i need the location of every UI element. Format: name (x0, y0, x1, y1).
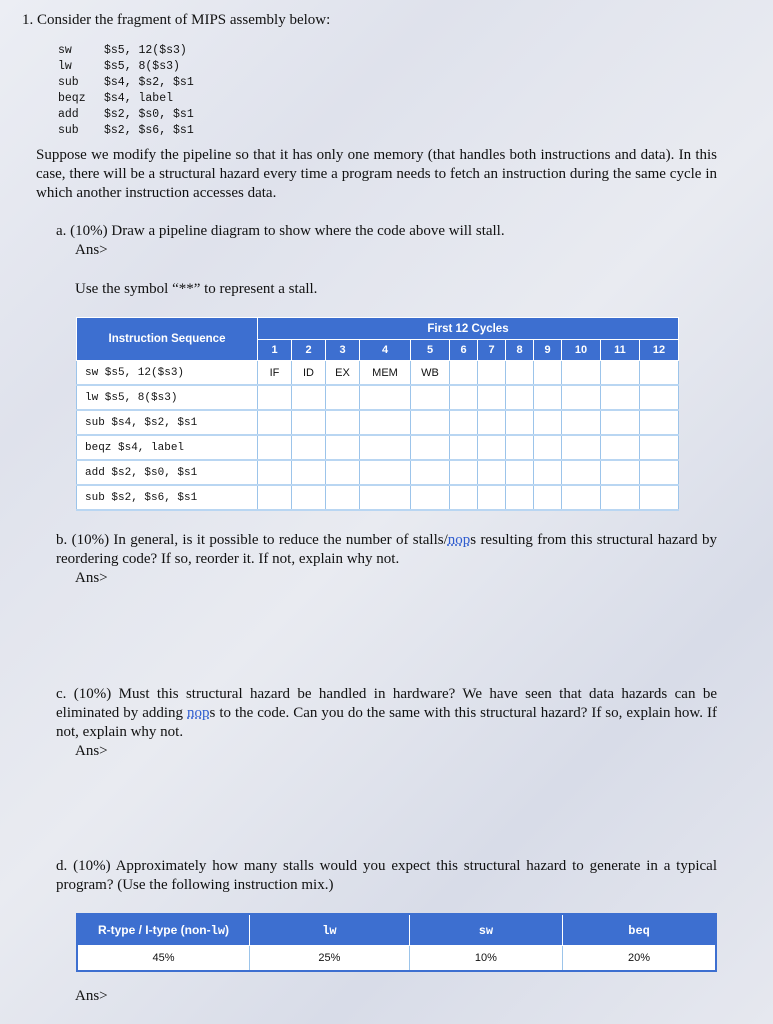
stage-cell[interactable] (360, 435, 411, 460)
instr-cell: sw $s5, 12($s3) (77, 361, 258, 386)
stage-cell[interactable] (601, 361, 640, 386)
cycle-header: 9 (534, 340, 562, 361)
stage-cell[interactable]: EX (326, 361, 360, 386)
stage-cell[interactable] (534, 385, 562, 410)
part-b-prompt: b. (10%) In general, is it possible to reduce the number of stalls/nops resulting from this structural hazard by reordering code? If so, reorder it. If not, explain why not. (56, 532, 717, 567)
stage-cell[interactable] (506, 460, 534, 485)
nop-link[interactable]: nop (447, 532, 471, 548)
mix-header: beq (563, 914, 716, 946)
stage-cell[interactable] (640, 485, 679, 510)
part-d-prompt: d. (10%) Approximately how many stalls would you expect this structural hazard to generate in a typical program? (Use the following instruction mix.) (56, 858, 717, 893)
part-a-note: Use the symbol “**” to represent a stall. (75, 281, 318, 297)
instr-cell: lw $s5, 8($s3) (77, 385, 258, 410)
stage-cell[interactable] (360, 485, 411, 510)
stage-cell[interactable] (326, 460, 360, 485)
code-line: sw $s5, 12($s3) (58, 44, 187, 57)
mix-value: 10% (409, 946, 562, 972)
stage-cell[interactable] (478, 460, 506, 485)
stage-cell[interactable] (478, 435, 506, 460)
stage-cell[interactable] (450, 361, 478, 386)
cycles-header: First 12 Cycles (258, 318, 679, 340)
stage-cell[interactable] (506, 410, 534, 435)
stage-cell[interactable] (640, 385, 679, 410)
stage-cell[interactable] (411, 435, 450, 460)
stage-cell[interactable] (360, 385, 411, 410)
mix-header: R-type / I-type (non-lw) (77, 914, 250, 946)
stage-cell[interactable] (640, 361, 679, 386)
table-row (77, 385, 679, 410)
stage-cell[interactable] (258, 460, 292, 485)
stage-cell[interactable] (258, 485, 292, 510)
table-row (77, 485, 679, 510)
code-line: beqz $s4, label (58, 92, 174, 105)
mix-header: sw (409, 914, 562, 946)
mix-value: 25% (250, 946, 410, 972)
stage-cell[interactable] (601, 385, 640, 410)
instr-seq-header: Instruction Sequence (77, 318, 258, 361)
stage-cell[interactable] (562, 485, 601, 510)
stage-cell[interactable] (562, 460, 601, 485)
cycle-header: 7 (478, 340, 506, 361)
question-title: 1. Consider the fragment of MIPS assembly below: (22, 12, 331, 28)
cycle-header: 11 (601, 340, 640, 361)
cycle-header: 3 (326, 340, 360, 361)
stage-cell[interactable] (326, 435, 360, 460)
pipeline-table (76, 317, 679, 511)
stage-cell[interactable]: ID (292, 361, 326, 386)
stage-cell[interactable] (411, 460, 450, 485)
intro-paragraph: Suppose we modify the pipeline so that it has only one memory (that handles both instructions and data). In this case, there will be a structural hazard every time a program needs to fetch an instruction during the same cycle in which another instruction accesses data. (36, 147, 717, 201)
stage-cell[interactable] (292, 385, 326, 410)
stage-cell[interactable] (292, 485, 326, 510)
stage-cell[interactable] (326, 485, 360, 510)
stage-cell[interactable] (506, 485, 534, 510)
stage-cell[interactable] (450, 460, 478, 485)
stage-cell[interactable]: IF (258, 361, 292, 386)
cycle-header: 5 (411, 340, 450, 361)
stage-cell[interactable] (601, 460, 640, 485)
stage-cell[interactable] (640, 460, 679, 485)
stage-cell[interactable] (450, 485, 478, 510)
stage-cell[interactable] (411, 410, 450, 435)
mix-header: lw (250, 914, 410, 946)
stage-cell[interactable] (258, 435, 292, 460)
cycle-header: 1 (258, 340, 292, 361)
nop-link[interactable]: nop (187, 705, 210, 721)
stage-cell[interactable] (640, 410, 679, 435)
stage-cell[interactable] (478, 485, 506, 510)
stage-cell[interactable] (360, 410, 411, 435)
stage-cell[interactable] (360, 460, 411, 485)
stage-cell[interactable]: MEM (360, 361, 411, 386)
stage-cell[interactable] (534, 485, 562, 510)
cycle-header: 12 (640, 340, 679, 361)
cycle-header: 6 (450, 340, 478, 361)
stage-cell[interactable] (506, 385, 534, 410)
cycle-header: 8 (506, 340, 534, 361)
stage-cell[interactable] (478, 410, 506, 435)
stage-cell[interactable] (292, 460, 326, 485)
stage-cell[interactable] (506, 361, 534, 386)
table-row (77, 410, 679, 435)
instr-cell: add $s2, $s0, $s1 (77, 460, 258, 485)
cycle-header: 2 (292, 340, 326, 361)
table-row (77, 946, 716, 972)
stage-cell[interactable] (478, 361, 506, 386)
stage-cell[interactable] (292, 410, 326, 435)
stage-cell[interactable] (601, 485, 640, 510)
instruction-mix-table (76, 913, 717, 972)
code-line: sub $s4, $s2, $s1 (58, 76, 194, 89)
stage-cell[interactable]: WB (411, 361, 450, 386)
instr-cell: beqz $s4, label (77, 435, 258, 460)
instr-cell: sub $s4, $s2, $s1 (77, 410, 258, 435)
part-c-prompt: c. (10%) Must this structural hazard be handled in hardware? We have seen that data hazards can be eliminated by adding nops to the code. Can you do the same with this structural hazard? If so, explain how. If not, explain why not. (56, 686, 717, 740)
stage-cell[interactable] (450, 385, 478, 410)
part-a-prompt: a. (10%) Draw a pipeline diagram to show where the code above will stall. (56, 223, 505, 239)
code-line: lw $s5, 8($s3) (58, 60, 180, 73)
stage-cell[interactable] (534, 410, 562, 435)
stage-cell[interactable] (534, 361, 562, 386)
mix-value: 20% (563, 946, 716, 972)
part-b-answer-label: Ans> (75, 570, 108, 586)
stage-cell[interactable] (562, 385, 601, 410)
stage-cell[interactable] (292, 435, 326, 460)
cycle-header: 10 (562, 340, 601, 361)
table-row (77, 435, 679, 460)
stage-cell[interactable] (534, 460, 562, 485)
part-d-answer-label: Ans> (75, 988, 108, 1004)
stage-cell[interactable] (562, 435, 601, 460)
code-line: sub $s2, $s6, $s1 (58, 124, 194, 137)
stage-cell[interactable] (258, 410, 292, 435)
stage-cell[interactable] (450, 435, 478, 460)
code-line: add $s2, $s0, $s1 (58, 108, 194, 121)
stage-cell[interactable] (258, 385, 292, 410)
stage-cell[interactable] (411, 385, 450, 410)
part-a-answer-label: Ans> (75, 242, 108, 258)
mix-value: 45% (77, 946, 250, 972)
stage-cell[interactable] (411, 485, 450, 510)
cycle-header: 4 (360, 340, 411, 361)
table-row (77, 460, 679, 485)
stage-cell[interactable] (506, 435, 534, 460)
stage-cell[interactable] (534, 435, 562, 460)
stage-cell[interactable] (326, 410, 360, 435)
stage-cell[interactable] (326, 385, 360, 410)
stage-cell[interactable] (562, 410, 601, 435)
instr-cell: sub $s2, $s6, $s1 (77, 485, 258, 510)
stage-cell[interactable] (640, 435, 679, 460)
part-c-answer-label: Ans> (75, 743, 108, 759)
stage-cell[interactable] (601, 410, 640, 435)
stage-cell[interactable] (450, 410, 478, 435)
stage-cell[interactable] (478, 385, 506, 410)
stage-cell[interactable] (562, 361, 601, 386)
stage-cell[interactable] (601, 435, 640, 460)
table-row (77, 361, 679, 386)
